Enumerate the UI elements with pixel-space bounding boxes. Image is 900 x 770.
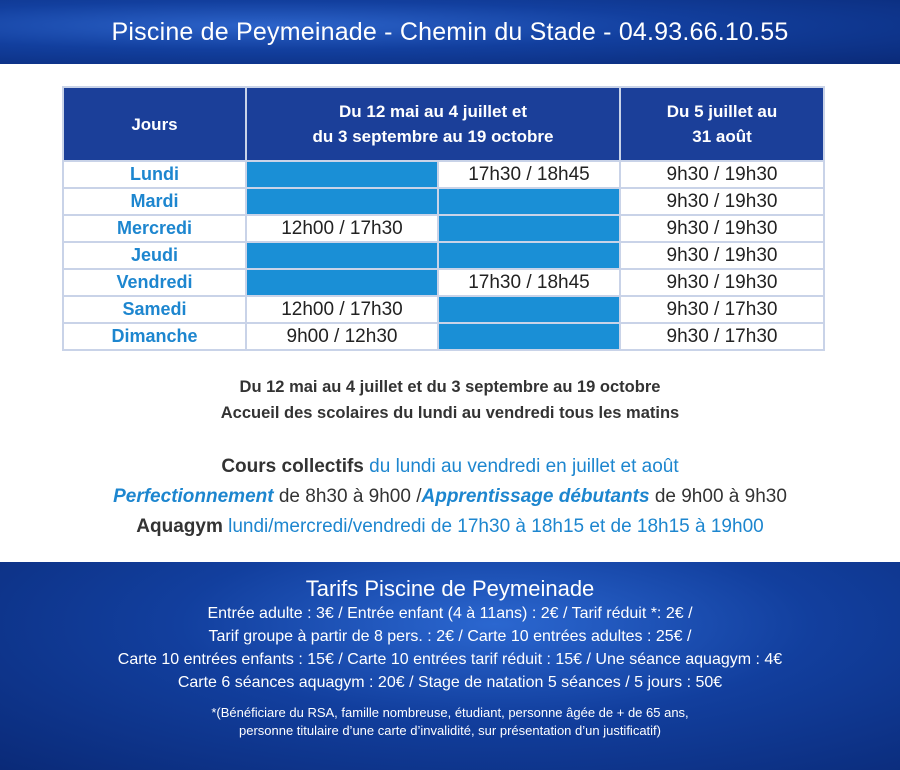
header-period-2-line2: 31 août: [692, 127, 752, 146]
slot-cell: 9h00 / 12h30: [246, 323, 438, 350]
header-period-1-line1: Du 12 mai au 4 juillet et: [338, 102, 527, 121]
slot-cell: [246, 161, 438, 188]
aquagym-text: lundi/mercredi/vendredi de 17h30 à 18h15 et de 18h15 à 19h00: [222, 516, 764, 537]
apprentissage-text: de 9h00 à 9h30: [649, 486, 787, 507]
slot-cell: [438, 323, 620, 350]
schedule-header-row: [63, 87, 824, 161]
cours-collectifs-label: Cours collectifs: [221, 456, 364, 477]
aquagym-line: [0, 512, 900, 542]
day-cell: Samedi: [63, 296, 246, 323]
perfectionnement-text: de 8h30 à 9h00 /: [273, 486, 422, 507]
slot-cell: [438, 215, 620, 242]
tarif-line: Entrée adulte : 3€ / Entrée enfant (4 à 11ans) : 2€ / Tarif réduit *: 2€ /: [207, 605, 693, 622]
slot-cell: 9h30 / 17h30: [620, 296, 824, 323]
slot-cell: [438, 296, 620, 323]
table-row: [63, 269, 824, 296]
header-title: Piscine de Peymeinade - Chemin du Stade - 04.93.66.10.55: [111, 17, 789, 46]
cours-collectifs-line: [0, 452, 900, 482]
day-cell: Mardi: [63, 188, 246, 215]
perfectionnement-label: Perfectionnement: [113, 486, 274, 507]
tarifs-title: Tarifs Piscine de Peymeinade: [305, 576, 595, 601]
header-days: Jours: [63, 87, 246, 161]
table-row: [63, 242, 824, 269]
slot-cell: 9h30 / 19h30: [620, 242, 824, 269]
slot-cell: 17h30 / 18h45: [438, 269, 620, 296]
tarif-line: Carte 10 entrées enfants : 15€ / Carte 10 entrées tarif réduit : 15€ / Une séance aquagym : 4€: [117, 651, 783, 668]
slot-cell: [246, 269, 438, 296]
table-row: [63, 296, 824, 323]
day-cell: Dimanche: [63, 323, 246, 350]
header-period-1-line2: du 3 septembre au 19 octobre: [312, 127, 554, 146]
slot-cell: 9h30 / 19h30: [620, 269, 824, 296]
table-row: [63, 215, 824, 242]
schedule-table: [62, 86, 825, 351]
slot-cell: [246, 188, 438, 215]
footnote-line: *(Bénéficiare du RSA, famille nombreuse, étudiant, personne âgée de + de 65 ans,: [211, 705, 689, 720]
apprentissage-label: Apprentissage débutants: [421, 486, 650, 507]
slot-cell: 12h00 / 17h30: [246, 296, 438, 323]
header-period-2: [620, 87, 824, 161]
slot-cell: 12h00 / 17h30: [246, 215, 438, 242]
school-notes: [0, 374, 900, 426]
perfectionnement-line: [0, 482, 900, 512]
notes-schools-line: Accueil des scolaires du lundi au vendredi tous les matins: [220, 404, 680, 422]
slot-cell: 9h30 / 19h30: [620, 161, 824, 188]
day-cell: Vendredi: [63, 269, 246, 296]
table-row: [63, 323, 824, 350]
footnote-line: personne titulaire d’une carte d’invalidité, sur présentation d’un justificatif): [238, 723, 661, 738]
day-cell: Jeudi: [63, 242, 246, 269]
tarifs-banner: [0, 562, 900, 770]
slot-cell: [246, 242, 438, 269]
activities-block: [0, 452, 900, 542]
aquagym-label: Aquagym: [136, 516, 223, 537]
table-row: [63, 161, 824, 188]
slot-cell: 17h30 / 18h45: [438, 161, 620, 188]
slot-cell: [438, 242, 620, 269]
table-row: [63, 188, 824, 215]
tarifs-footnote: [0, 704, 900, 740]
cours-collectifs-text: du lundi au vendredi en juillet et août: [363, 456, 679, 477]
slot-cell: 9h30 / 19h30: [620, 215, 824, 242]
tarif-line: Carte 6 séances aquagym : 20€ / Stage de natation 5 séances / 5 jours : 50€: [177, 674, 723, 691]
header-banner: [0, 0, 900, 64]
tarif-line: Tarif groupe à partir de 8 pers. : 2€ / Carte 10 entrées adultes : 25€ /: [208, 628, 692, 645]
notes-period-line: Du 12 mai au 4 juillet et du 3 septembre au 19 octobre: [239, 378, 661, 396]
header-period-1: [246, 87, 620, 161]
header-period-2-line1: Du 5 juillet au: [666, 102, 778, 121]
day-cell: Lundi: [63, 161, 246, 188]
slot-cell: 9h30 / 19h30: [620, 188, 824, 215]
day-cell: Mercredi: [63, 215, 246, 242]
slot-cell: 9h30 / 17h30: [620, 323, 824, 350]
slot-cell: [438, 188, 620, 215]
